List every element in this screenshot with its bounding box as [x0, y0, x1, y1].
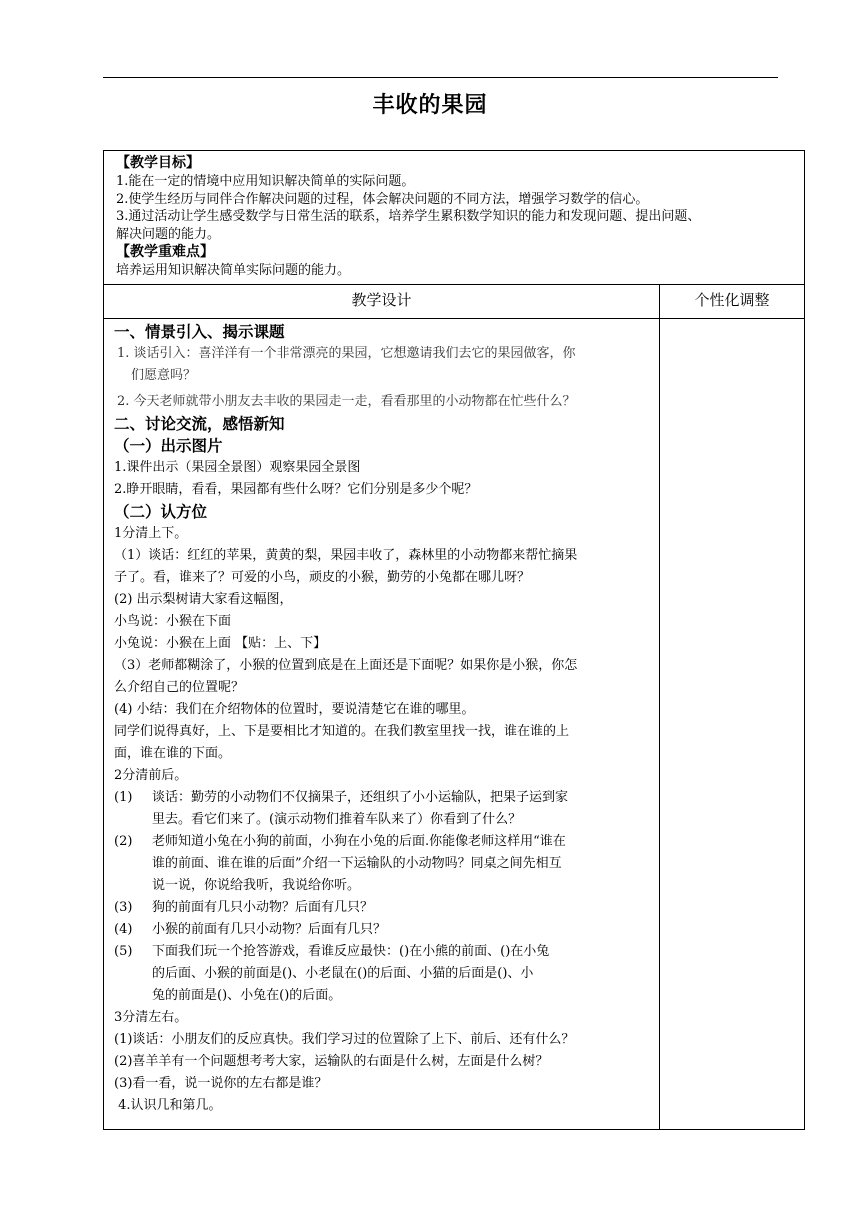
item-number: (3)	[114, 900, 133, 915]
text-line: 1. 谈话引入：喜洋洋有一个非常漂亮的果园，它想邀请我们去它的果园做客，你	[117, 346, 576, 361]
design-column	[104, 319, 660, 1129]
header-rule	[103, 77, 778, 78]
text-line: 下面我们玩一个抢答游戏，看谁反应最快：()在小熊的前面、()在小兔	[152, 944, 550, 959]
text-line: 2.睁开眼睛，看看，果园都有些什么呀？它们分别是多少个呢？	[114, 482, 478, 497]
text-line: 的后面、小猴的前面是()、小老鼠在()的后面、小猫的后面是()、小	[152, 966, 534, 981]
subsection-heading: （二）认方位	[114, 503, 208, 521]
text-line: （3）老师都糊涂了，小猴的位置到底是在上面还是下面呢？如果你是小猴，你怎	[114, 658, 578, 673]
numbered-item	[114, 919, 653, 941]
text-line: (4) 小结：我们在介绍物体的位置时，要说清楚它在谁的哪里。	[114, 702, 475, 717]
text-line: 谈话：勤劳的小动物们不仅摘果子，还组织了小小运输队，把果子运到家	[152, 790, 569, 805]
text-line: 1分清上下。	[114, 526, 188, 541]
text-line: 谁的前面、谁在谁的后面”介绍一下运输队的小动物吗？同桌之间先相互	[152, 856, 562, 871]
objectives-cell	[104, 151, 804, 285]
text-line: (3)看一看，说一说你的左右都是谁？	[114, 1076, 328, 1091]
item-number: (1)	[114, 790, 133, 805]
column-header-design: 教学设计	[104, 285, 660, 319]
text-line: 里去。看它们来了。(演示动物们推着车队来了）你看到了什么？	[152, 812, 522, 827]
section-heading: 二、讨论交流，感悟新知	[114, 415, 285, 433]
goal-item: 3.通过活动让学生感受数学与日常生活的联系，培养学生累积数学知识的能力和发现问题、提出问题、	[116, 209, 701, 224]
numbered-item	[114, 897, 653, 919]
text-line: 小猴的前面有几只小动物？后面有几只？	[152, 922, 387, 937]
numbered-item	[114, 941, 653, 1007]
text-line: (1)谈话：小朋友们的反应真快。我们学习过的位置除了上下、前后、还有什么？	[114, 1032, 575, 1047]
text-line: (2)喜羊羊有一个问题想考考大家，运输队的右面是什么树，左面是什么树？	[114, 1054, 549, 1069]
text-line: 小兔说：小猴在上面 【贴：上、下】	[114, 636, 327, 651]
lesson-table	[103, 150, 805, 1130]
goal-item: 2.使学生经历与同伴合作解决问题的过程，体会解决问题的不同方法，增强学习数学的信心。	[116, 191, 649, 207]
adjustment-column	[660, 319, 804, 1129]
text-line: 2. 今天老师就带小朋友去丰收的果园走一走，看看那里的小动物都在忙些什么？	[117, 394, 576, 409]
text-line: 同学们说得真好，上、下是要相比才知道的。在我们教室里找一找，谁在谁的上	[114, 724, 570, 739]
section-heading: 一、情景引入、揭示课题	[114, 323, 285, 341]
text-line: 老师知道小兔在小狗的前面，小狗在小兔的后面.你能像老师这样用“谁在	[152, 834, 566, 849]
numbered-item	[114, 787, 653, 831]
text-line: 们愿意吗？	[131, 368, 197, 383]
text-line: 面，谁在谁的下面。	[114, 746, 232, 761]
goals-heading: 【教学目标】	[116, 155, 200, 171]
document-title: 丰收的果园	[372, 93, 488, 118]
item-number: (2)	[114, 834, 133, 849]
column-header-adjust: 个性化调整	[660, 285, 804, 319]
text-line: 2分清前后。	[114, 768, 188, 783]
keypoints-heading: 【教学重难点】	[116, 244, 214, 260]
text-line: 1.课件出示（果园全景图）观察果园全景图	[114, 460, 361, 475]
goal-item: 解决问题的能力。	[116, 226, 221, 242]
text-line: 说一说，你说给我听，我说给你听。	[152, 878, 361, 893]
item-number: (5)	[114, 944, 133, 959]
subsection-heading: （一）出示图片	[114, 437, 223, 455]
text-line: 么介绍自己的位置呢？	[114, 680, 245, 695]
text-line: 小鸟说：小猴在下面	[114, 614, 232, 629]
text-line: 3分清左右。	[114, 1010, 188, 1025]
goal-item: 1.能在一定的情境中应用知识解决简单的实际问题。	[116, 174, 415, 189]
numbered-item	[114, 831, 653, 897]
text-line: 4.认识几和第几。	[114, 1098, 222, 1113]
text-line: (2) 出示梨树请大家看这幅图，	[114, 592, 293, 607]
text-line: 兔的前面是()、小兔在()的后面。	[152, 988, 342, 1003]
text-line: 狗的前面有几只小动物？后面有几只？	[152, 900, 374, 915]
item-number: (4)	[114, 922, 133, 937]
text-line: 子了。看，谁来了？可爱的小鸟，顽皮的小猴，勤劳的小兔都在哪儿呀？	[114, 570, 531, 585]
keypoints-text: 培养运用知识解决简单实际问题的能力。	[116, 263, 351, 278]
text-line: （1）谈话：红红的苹果，黄黄的梨，果园丰收了，森林里的小动物都来帮忙摘果	[114, 548, 578, 563]
